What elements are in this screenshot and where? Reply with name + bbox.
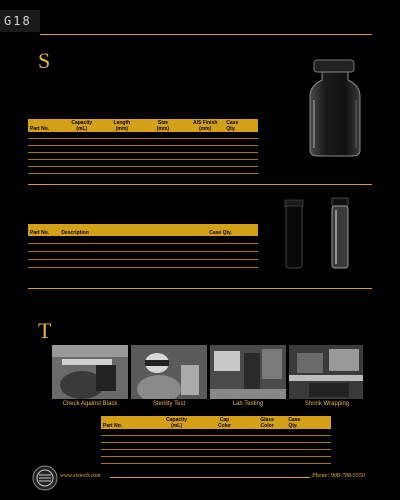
- table-row: [28, 260, 258, 268]
- col-header: Part No.: [28, 119, 62, 132]
- section-divider: [28, 288, 372, 289]
- photo-sterility-test: [131, 345, 207, 399]
- col-header: Capacity (mL): [62, 119, 102, 132]
- section-t-table: [101, 416, 331, 464]
- col-header: Cap Color: [203, 416, 246, 429]
- table-row: [28, 139, 258, 146]
- table-row: [28, 244, 258, 252]
- caption-shrink-wrapping: Shrink Wrapping: [304, 401, 350, 407]
- col-header: Part No.: [28, 224, 59, 236]
- photo-check-against-black: [52, 345, 128, 399]
- vial-image: [300, 56, 370, 160]
- tube-vials-image: [280, 190, 360, 272]
- table-row: [28, 153, 258, 160]
- table-row: [101, 450, 331, 457]
- caption-sterility-test: Sterility Test: [152, 401, 186, 407]
- table-row: [101, 443, 331, 450]
- company-logo: [32, 465, 58, 491]
- col-header: Length (mm): [102, 119, 142, 132]
- col-header: Capacity (mL): [150, 416, 203, 429]
- table-row: [28, 252, 258, 260]
- col-header: Case Qty.: [226, 119, 258, 132]
- col-header: Description: [59, 224, 120, 236]
- page-tag: G18: [0, 10, 40, 32]
- footer-url: www.sisweb.com: [60, 473, 101, 479]
- col-header: Part No.: [101, 416, 150, 429]
- photo-lab-testing: [210, 345, 286, 399]
- table-row: [28, 167, 258, 174]
- col-header: Case Qty.: [207, 224, 258, 236]
- col-header: [169, 224, 208, 236]
- table-row: [28, 146, 258, 153]
- col-header: Size (mm): [142, 119, 184, 132]
- col-header: Glass Color: [246, 416, 289, 429]
- col-header: Case Qty.: [288, 416, 331, 429]
- table-row: [101, 436, 331, 443]
- photo-shrink-wrapping: [289, 345, 363, 399]
- col-header: [120, 224, 168, 236]
- table-row: [28, 236, 258, 244]
- section-s-table: [28, 119, 258, 174]
- caption-lab-testing: Lab Testing: [232, 401, 264, 407]
- header-rule: [40, 34, 372, 35]
- caption-check-against-black: Check Against Black: [62, 401, 118, 407]
- footer-rule: [110, 477, 310, 478]
- section-divider: [28, 184, 372, 185]
- section-2-table: [28, 224, 258, 268]
- section-s-letter: S: [38, 48, 51, 73]
- col-header: A/S Finish (mm): [184, 119, 226, 132]
- footer-phone: Phone: 908-788-5550: [312, 473, 365, 479]
- table-row: [101, 457, 331, 464]
- table-row: [28, 160, 258, 167]
- section-t-letter: T: [38, 318, 52, 343]
